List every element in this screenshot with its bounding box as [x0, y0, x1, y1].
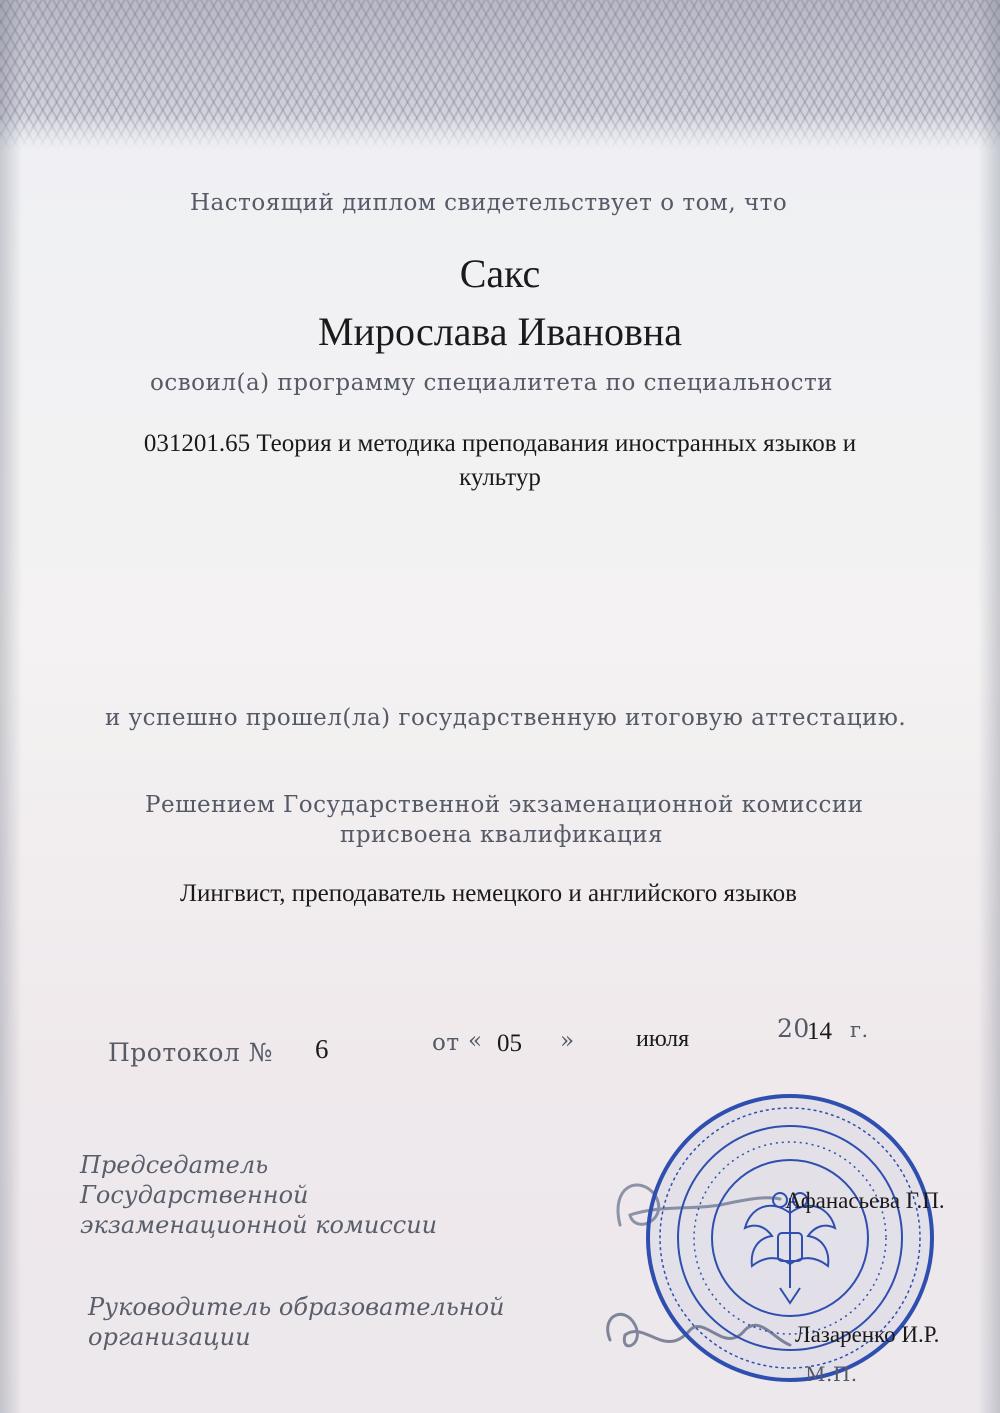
chair-title-line-1: Председатель [80, 1151, 269, 1179]
graduate-given-names: Мирослава Ивановна [317, 309, 682, 354]
attestation-text: и успешно прошел(ла) государственную итоговую аттестацию. [105, 705, 907, 731]
specialty-line-2: культур [459, 464, 541, 491]
qualification-label-1: Решением Государственной экзаменационной комиссии [145, 792, 864, 818]
specialty-line-1: 031201.65 Теория и методика преподавания иностранных языков и [143, 430, 857, 457]
graduate-surname: Сакс [459, 251, 541, 296]
head-name: Лазаренко И.Р. [795, 1322, 940, 1347]
protocol-from-label: от [432, 1030, 460, 1056]
chair-name: Афанасьева Г.П. [785, 1188, 945, 1213]
seal-place: М.П. [805, 1362, 858, 1386]
program-label: освоил(а) программу специалитета по специальности [150, 370, 834, 396]
qualification-label-2: присвоена квалификация [340, 822, 664, 848]
security-pattern-band [0, 0, 1000, 150]
year-suffix: 14 [807, 1018, 832, 1045]
head-title-line-1: Руководитель образовательной [88, 1293, 505, 1321]
year-prefix: 20 [777, 1014, 810, 1043]
qualification-value: Лингвист, преподаватель немецкого и английского языков [180, 880, 797, 907]
chair-title-line-2: Государственной [80, 1181, 309, 1209]
protocol-month: июля [636, 1026, 690, 1052]
protocol-label: Протокол № [108, 1038, 273, 1067]
cover-edge-right [978, 0, 1000, 1413]
date-quote-close: » [560, 1028, 575, 1054]
chair-title-line-3: экзаменационной комиссии [80, 1211, 438, 1239]
cover-edge-left [0, 0, 22, 1413]
protocol-day: 05 [497, 1030, 522, 1057]
intro-text: Настоящий диплом свидетельствует о том, что [190, 190, 788, 216]
protocol-number: 6 [315, 1034, 329, 1064]
date-quote-open: « [468, 1028, 483, 1054]
head-title-line-2: организации [88, 1323, 251, 1351]
head-title [88, 1292, 508, 1352]
year-abbr: г. [850, 1018, 869, 1042]
chair-title [80, 1150, 440, 1240]
